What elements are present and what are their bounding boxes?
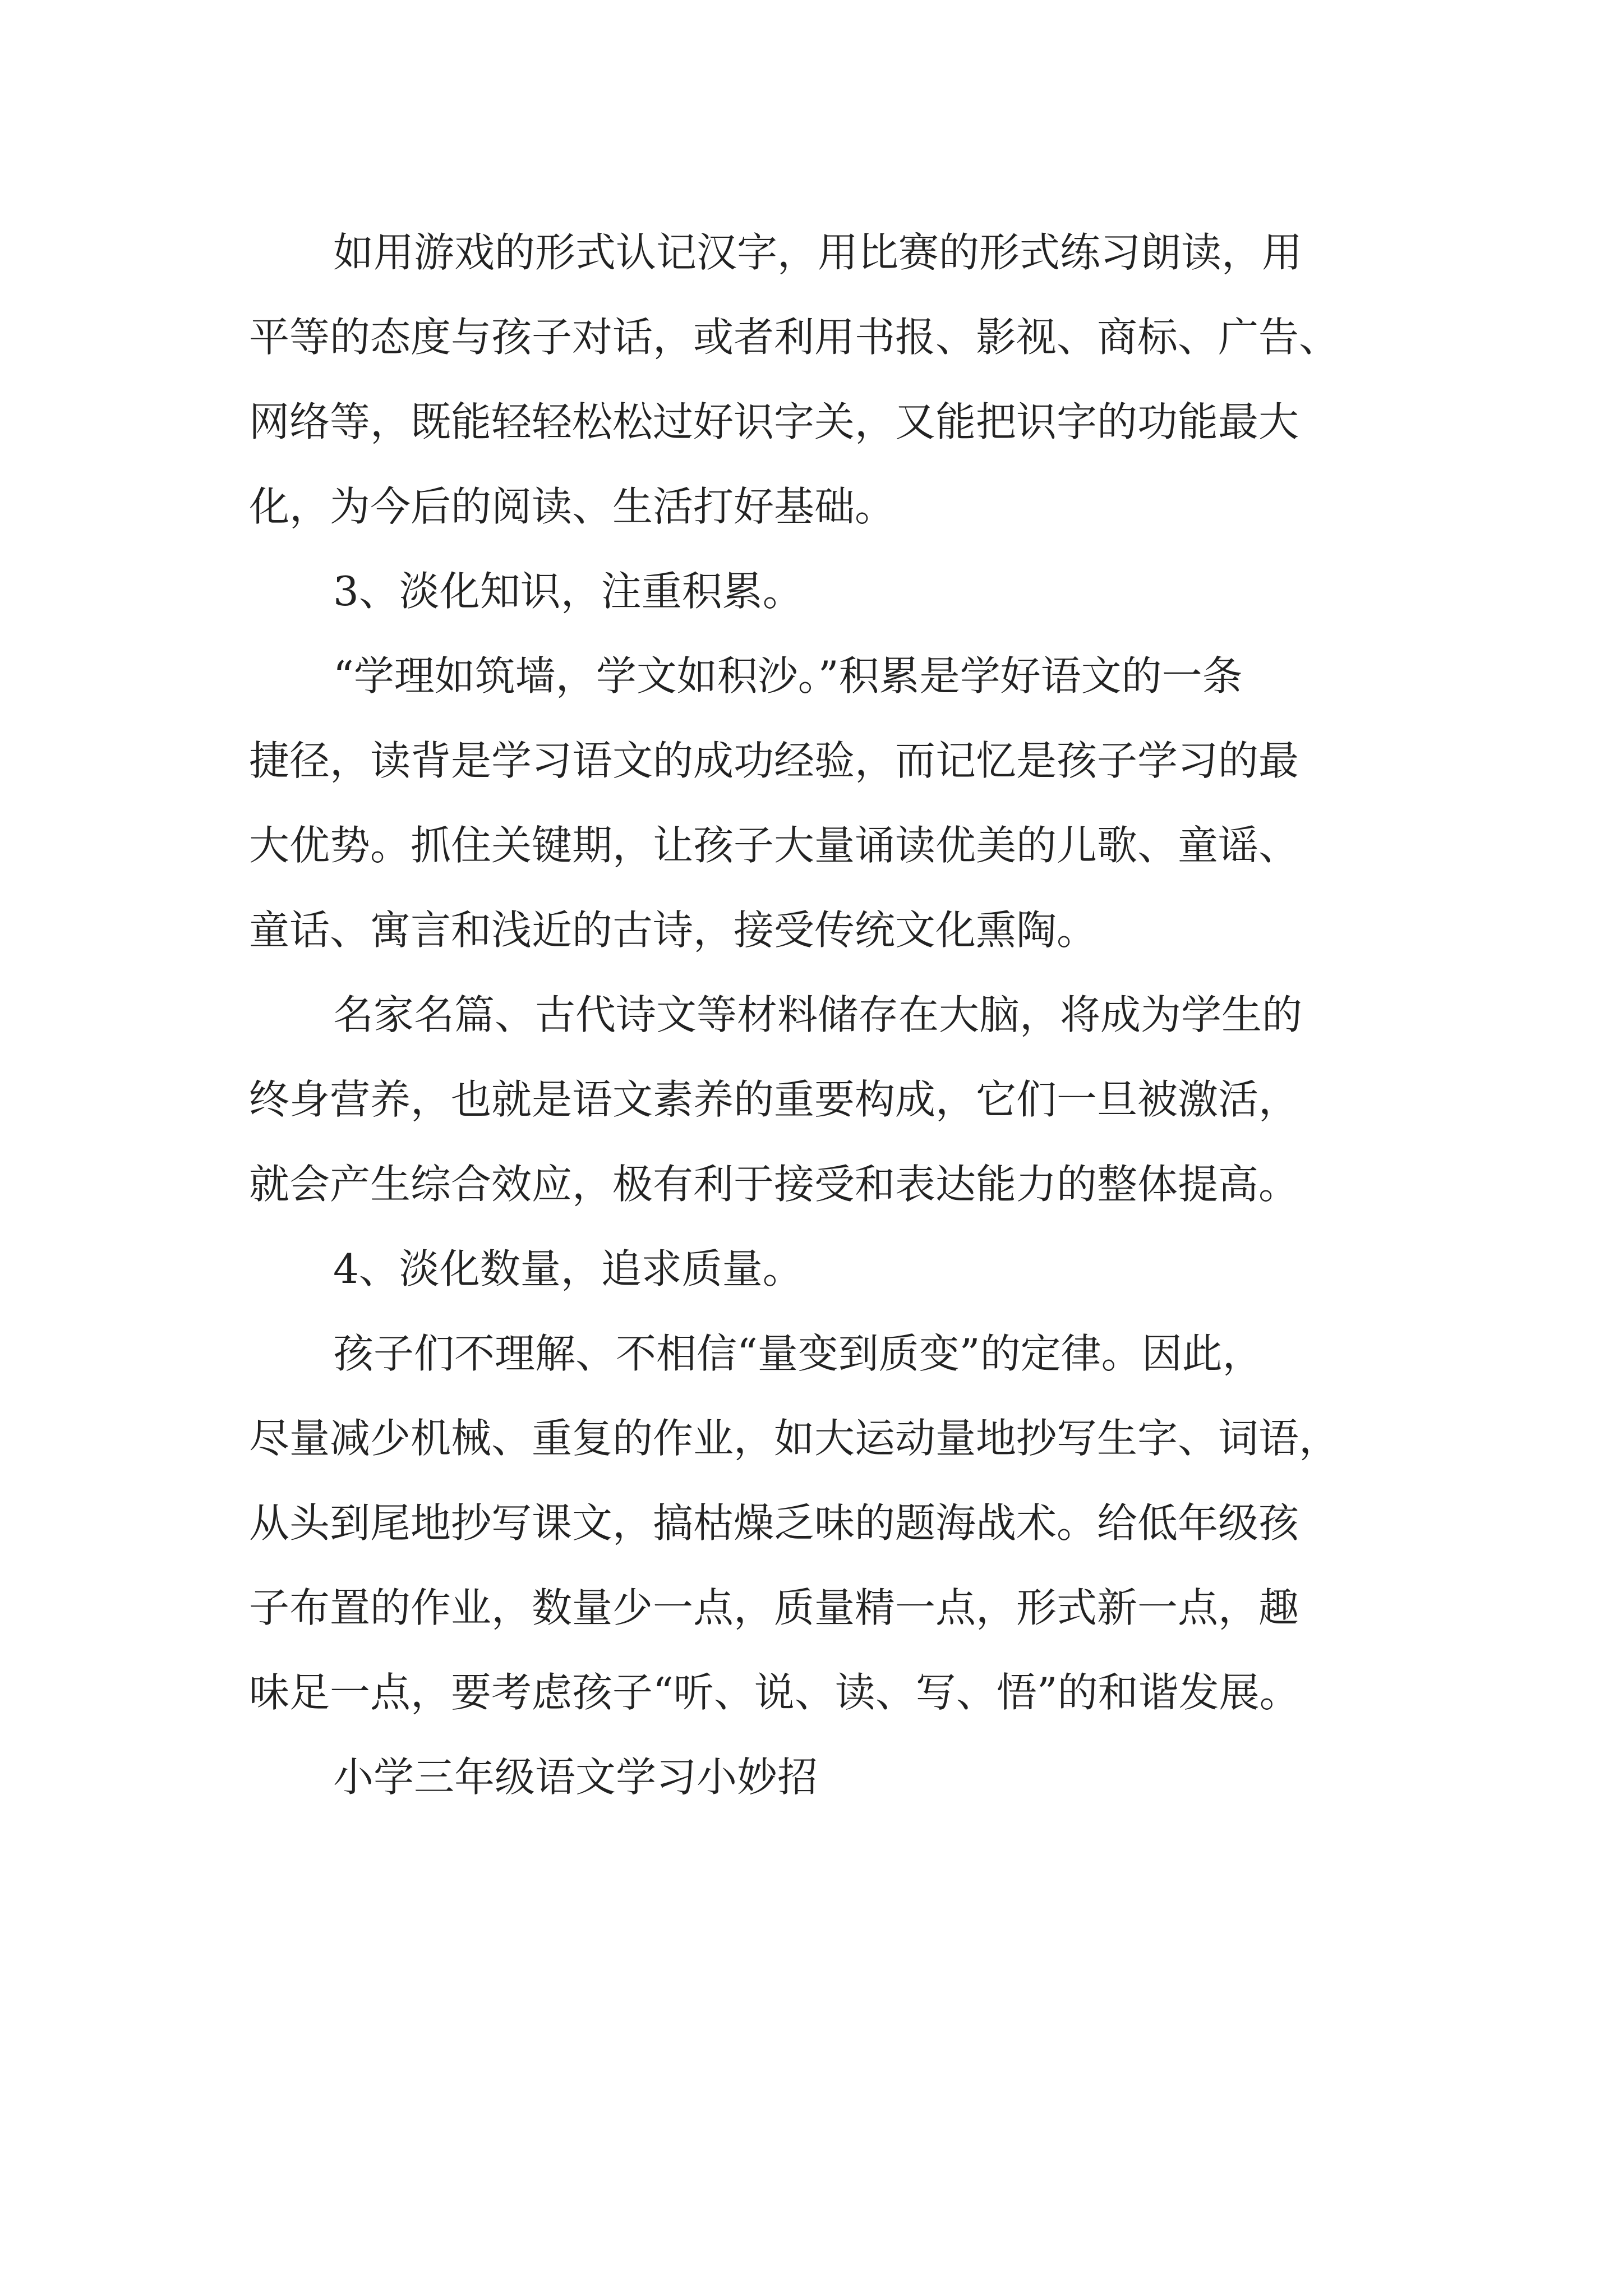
paragraph-line: 童话、寓言和浅近的古诗，接受传统文化熏陶。 (249, 907, 1098, 954)
paragraph-line: 尽量减少机械、重复的作业，如大运动量地抄写生字、词语， (249, 1415, 1340, 1462)
paragraph-line: 从头到尾地抄写课文，搞枯燥乏味的题海战术。给低年级孩 (249, 1499, 1299, 1547)
paragraph-line: 大优势。抓住关键期，让孩子大量诵读优美的儿歌、童谣、 (249, 822, 1299, 869)
paragraph-line: 捷径，读背是学习语文的成功经验，而记忆是孩子学习的最 (249, 737, 1299, 784)
closing-title: 小学三年级语文学习小妙招 (333, 1754, 818, 1801)
paragraph-line: 平等的态度与孩子对话，或者利用书报、影视、商标、广告、 (249, 314, 1340, 361)
paragraph-line: 网络等，既能轻轻松松过好识字关，又能把识字的功能最大 (249, 398, 1299, 445)
paragraph-line: 化，为今后的阅读、生活打好基础。 (249, 483, 896, 530)
section-heading: 4、淡化数量，追求质量。 (333, 1245, 803, 1292)
paragraph-line: 终身营养，也就是语文素养的重要构成，它们一旦被激活， (249, 1076, 1299, 1123)
paragraph-line: 子布置的作业，数量少一点，质量精一点，形式新一点，趣 (249, 1584, 1299, 1631)
section-heading: 3、淡化知识，注重积累。 (333, 568, 803, 615)
paragraph-line: 名家名篇、古代诗文等材料储存在大脑，将成为学生的 (333, 991, 1303, 1038)
paragraph-line: 如用游戏的形式认记汉字，用比赛的形式练习朗读，用 (333, 229, 1303, 276)
paragraph-line: 孩子们不理解、不相信“量变到质变”的定律。因此， (333, 1330, 1263, 1377)
paragraph-line: “学理如筑墙，学文如积沙。”积累是学好语文的一条 (333, 652, 1243, 700)
document-body (249, 210, 1387, 1820)
paragraph-line: 味足一点，要考虑孩子“听、说、读、写、悟”的和谐发展。 (249, 1669, 1300, 1716)
paragraph-line: 就会产生综合效应，极有利于接受和表达能力的整体提高。 (249, 1161, 1299, 1208)
